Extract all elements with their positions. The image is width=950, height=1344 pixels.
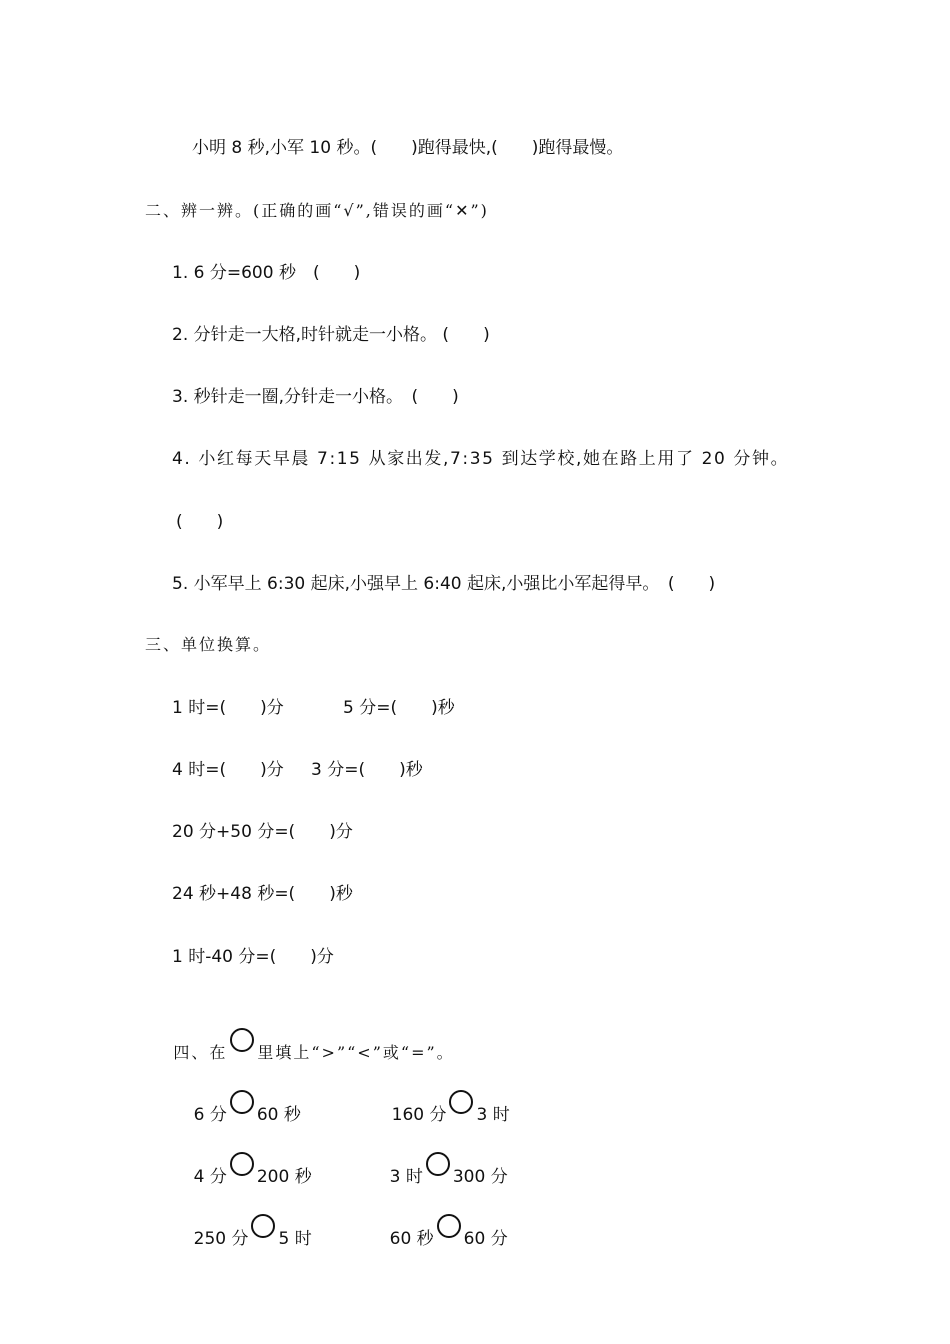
blank-circle-icon	[230, 1028, 254, 1052]
judge-item-5: 5. 小军早上 6:30 起床,小强早上 6:40 起床,小强比小军起得早。 ( )	[172, 574, 716, 594]
section-4-heading-pre: 四、在	[173, 1043, 228, 1062]
compare-item	[368, 1198, 508, 1275]
conversion-row-1a: 1 时=( )分	[172, 698, 284, 718]
conversion-row-4: 24 秒+48 秒=( )秒	[172, 884, 353, 904]
compare-item	[172, 1198, 312, 1275]
judge-item-4-answer: ( )	[176, 512, 224, 532]
compare-right: 3 时	[476, 1105, 510, 1125]
compare-circle[interactable]	[437, 1214, 461, 1238]
compare-right: 60 分	[463, 1229, 508, 1249]
compare-left: 250 分	[193, 1229, 249, 1249]
compare-right: 5 时	[278, 1229, 312, 1249]
compare-left: 4 分	[193, 1167, 227, 1187]
compare-right: 200 秒	[256, 1167, 312, 1187]
conversion-row-3: 20 分+50 分=( )分	[172, 822, 353, 842]
compare-right: 60 秒	[256, 1105, 301, 1125]
question-running-speed: 小明 8 秒,小军 10 秒。( )跑得最快,( )跑得最慢。	[192, 138, 624, 158]
compare-circle[interactable]	[230, 1090, 254, 1114]
judge-item-3: 3. 秒针走一圈,分针走一小格。 ( )	[172, 387, 459, 407]
judge-item-1: 1. 6 分=600 秒 ( )	[172, 263, 361, 283]
conversion-row-5: 1 时-40 分=( )分	[172, 947, 334, 967]
compare-left: 6 分	[193, 1105, 227, 1125]
compare-circle[interactable]	[449, 1090, 473, 1114]
compare-left: 160 分	[391, 1105, 447, 1125]
compare-circle[interactable]	[426, 1152, 450, 1176]
section-3-heading: 三、单位换算。	[145, 635, 272, 654]
judge-item-2: 2. 分针走一大格,时针就走一小格。 ( )	[172, 325, 490, 345]
section-2-heading: 二、辨一辨。(正确的画“√”,错误的画“✕”)	[145, 201, 489, 220]
conversion-row-2a: 4 时=( )分	[172, 760, 284, 780]
compare-left: 60 秒	[389, 1229, 434, 1249]
section-4-heading-post: 里填上“>”“<”或“=”。	[257, 1043, 455, 1062]
judge-item-4: 4. 小红每天早晨 7:15 从家出发,7:35 到达学校,她在路上用了 20 分钟。	[172, 449, 790, 469]
compare-circle[interactable]	[230, 1152, 254, 1176]
conversion-row-1b: 5 分=( )秒	[343, 698, 455, 718]
compare-left: 3 时	[389, 1167, 423, 1187]
compare-right: 300 分	[452, 1167, 508, 1187]
conversion-row-2b: 3 分=( )秒	[311, 760, 423, 780]
compare-circle[interactable]	[251, 1214, 275, 1238]
